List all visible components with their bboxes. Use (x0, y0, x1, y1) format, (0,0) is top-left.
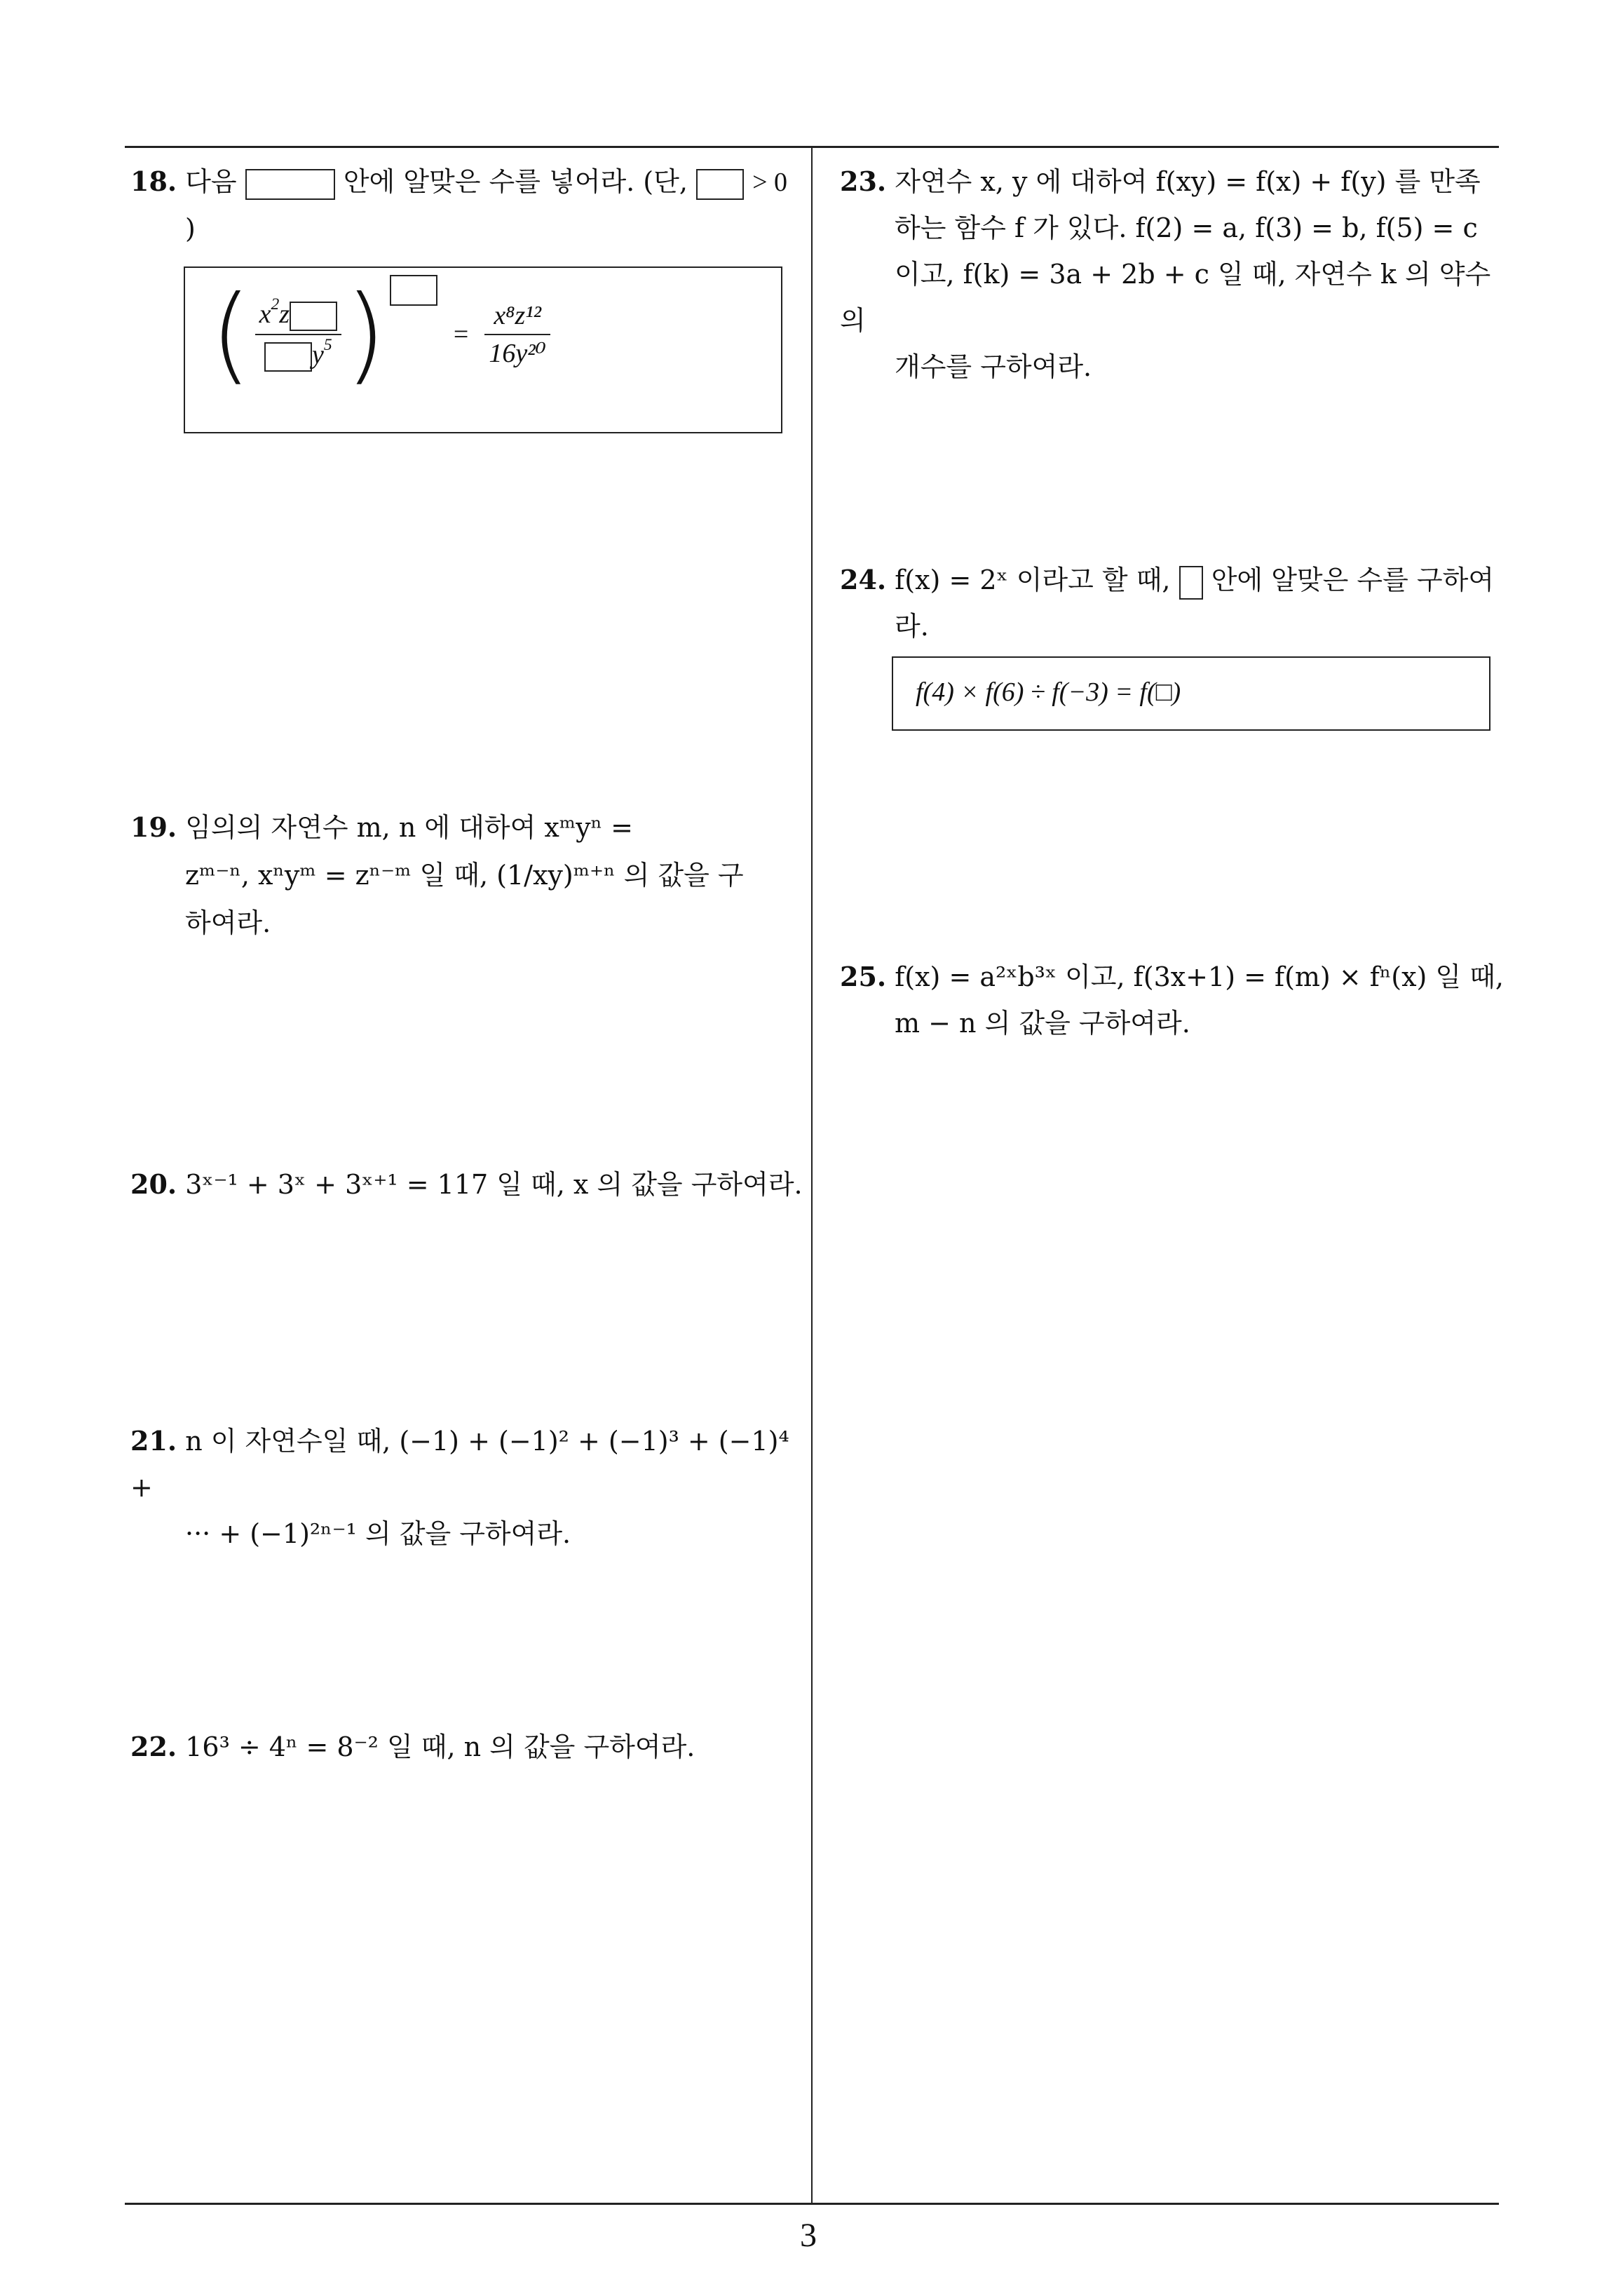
page-number: 3 (800, 2217, 817, 2254)
denominator: $y^5$ (255, 335, 341, 374)
question-line-3: 하여라. (185, 907, 271, 938)
answer-blank[interactable] (264, 342, 312, 372)
question-number: 24. (840, 564, 887, 595)
left-paren: ( (210, 274, 252, 396)
question-line-2: 라. (895, 611, 929, 642)
question-18 (130, 158, 803, 252)
question-text-close: ) (185, 213, 196, 244)
question-21 (130, 1418, 803, 1557)
inner-fraction (255, 295, 341, 374)
question-25 (840, 954, 1513, 1046)
question-text: 16³ ÷ 4ⁿ = 8⁻² 일 때, n 의 값을 구하여라. (185, 1731, 695, 1762)
question-line-2: ··· + (−1)²ⁿ⁻¹ 의 값을 구하여라. (185, 1518, 571, 1549)
question-line-1: f(x) = a²ˣb³ˣ 이고, f(3x+1) = f(m) × fⁿ(x) 일 때, (895, 961, 1504, 992)
exponent-blank[interactable] (390, 275, 437, 306)
question-number: 22. (130, 1731, 177, 1762)
equals-sign: = (453, 320, 469, 349)
numerator: $x^2z$ (255, 295, 341, 335)
answer-blank[interactable] (290, 302, 337, 331)
answer-blank[interactable] (696, 169, 744, 200)
question-number: 18. (130, 166, 177, 197)
question-line-2: 하는 함수 f 가 있다. f(2) = a, f(3) = b, f(5) = c (895, 212, 1478, 243)
question-line-1: 자연수 x, y 에 대하여 f(xy) = f(x) + f(y) 를 만족 (895, 166, 1481, 197)
question-23 (840, 158, 1513, 390)
bottom-rule (125, 2203, 1499, 2205)
question-number: 21. (130, 1425, 177, 1457)
right-paren: ) (345, 274, 386, 396)
question-number: 25. (840, 961, 887, 992)
rhs-denominator: 16y²⁰ (489, 339, 546, 368)
equation (210, 274, 550, 422)
equation-box (892, 656, 1490, 731)
question-number: 20. (130, 1168, 177, 1200)
question-line-1: n 이 자연수일 때, (−1) + (−1)² + (−1)³ + (−1)⁴ + (130, 1426, 789, 1503)
answer-blank[interactable] (1179, 566, 1203, 600)
equation-box (184, 266, 782, 433)
question-line-1b: 안에 알맞은 수를 구하여 (1211, 565, 1495, 595)
question-text: 3ˣ⁻¹ + 3ˣ + 3ˣ⁺¹ = 117 일 때, x 의 값을 구하여라. (185, 1169, 803, 1200)
question-22 (130, 1724, 803, 1770)
question-line-2: zᵐ⁻ⁿ, xⁿyᵐ = zⁿ⁻ᵐ 일 때, (1/xy)ᵐ⁺ⁿ 의 값을 구 (185, 860, 744, 891)
column-divider (811, 146, 813, 2204)
question-20 (130, 1161, 803, 1208)
rhs-numerator: x⁸z¹² (484, 297, 550, 335)
answer-blank[interactable] (245, 169, 335, 200)
question-number: 19. (130, 811, 177, 843)
question-line-4: 개수를 구하여라. (895, 351, 1092, 382)
question-24 (840, 557, 1513, 649)
question-19 (130, 804, 803, 947)
question-text-post: > 0 (752, 168, 788, 197)
rhs-fraction (484, 297, 550, 372)
question-number: 23. (840, 166, 887, 197)
question-line-3: 이고, f(k) = 3a + 2b + c 일 때, 자연수 k 의 약수의 (840, 259, 1491, 336)
question-line-1a: f(x) = 2ˣ 이라고 할 때, (895, 565, 1171, 595)
question-text-mid: 안에 알맞은 수를 넣어라. (단, (343, 166, 688, 197)
equation-text: f(4) × f(6) ÷ f(−3) = f(□) (916, 677, 1181, 707)
question-text-pre: 다음 (185, 166, 237, 197)
question-line-2: m − n 의 값을 구하여라. (895, 1008, 1190, 1039)
question-line-1: 임의의 자연수 m, n 에 대하여 xᵐyⁿ = (185, 812, 633, 843)
